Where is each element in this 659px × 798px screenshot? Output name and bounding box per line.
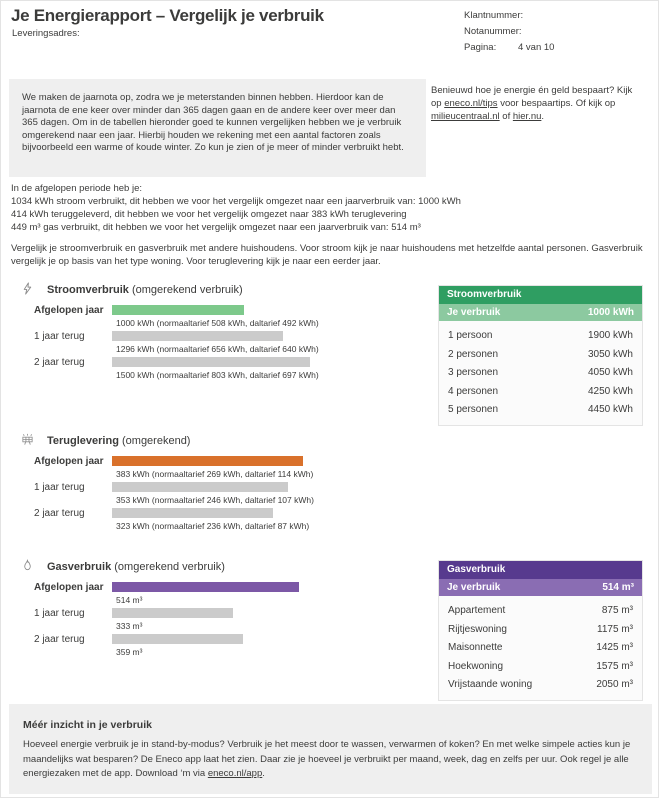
lightning-icon xyxy=(21,282,34,295)
bar-row-label: 1 jaar terug xyxy=(34,331,85,342)
table-row-value: 1900 kWh xyxy=(587,330,633,341)
table-body xyxy=(439,596,642,700)
footer-pre: Hoeveel energie verbruik je in stand-by-modus? Verbruik je het meest door te wassen, verwarmen of koken? En met welke simpele acties kun je maandelijks wat besparen? De Eneco app laat het zien. Daar zie je hoeveel je verbruikt per maand, week, dag en zelfs per uur. Ook regel je alle energiezaken met de app. Download ‘m via xyxy=(23,739,631,779)
table-row-value: 1575 m³ xyxy=(596,660,633,672)
bar xyxy=(112,508,273,518)
table-row xyxy=(439,346,642,365)
section-stroom xyxy=(21,282,431,382)
section-heading xyxy=(21,282,431,297)
meta-label: Pagina: xyxy=(464,42,497,53)
bar-value-label: 1000 kWh (normaaltarief 508 kWh, daltarief 492 kWh) xyxy=(116,318,319,328)
bar-value-label: 353 kWh (normaaltarief 246 kWh, daltarief 107 kWh) xyxy=(116,495,314,505)
bar xyxy=(112,582,299,592)
flame-icon xyxy=(21,559,34,572)
section-heading xyxy=(21,433,431,448)
meta-value: 4 van 10 xyxy=(518,42,555,53)
footer-text xyxy=(23,738,638,782)
page-title: Je Energierapport – Vergelijk je verbruik xyxy=(11,6,324,25)
bar xyxy=(112,357,310,367)
meta-row xyxy=(464,8,554,24)
period-intro: In de afgelopen periode heb je: xyxy=(11,183,142,194)
table-row-value: 4050 kWh xyxy=(587,367,633,378)
bar xyxy=(112,634,243,644)
delivery-address-label: Leveringsadres: xyxy=(12,28,80,39)
intro-text: We maken de jaarnota op, zodra we je meterstanden binnen hebben. Hierdoor kan de jaarnota de ene keer over minder dan 365 dagen gaan en de andere keer over meer dan 365 dagen. Om in de tabellen hieronder goed te kunnen vergelijken hebben we je verbruik omgerekend naar een jaar. Hierbij houden we rekening met een aantal factoren zoals bijvoorbeeld een warme of koude winter. Zo kun je zien of je meer of minder verbruikt hebt. xyxy=(22,92,404,154)
meta-label: Notanummer: xyxy=(464,26,522,37)
bar-row-label: 1 jaar terug xyxy=(34,608,85,619)
period-lines xyxy=(11,195,656,234)
section-title: Teruglevering xyxy=(47,435,119,447)
bar xyxy=(112,331,283,341)
bar-rows xyxy=(21,581,431,659)
bar-value-label: 1500 kWh (normaaltarief 803 kWh, daltarief 697 kWh) xyxy=(116,370,319,380)
bar-row-label: 2 jaar terug xyxy=(34,357,85,368)
period-line: 1034 kWh stroom verbruikt, dit hebben we voor het vergelijk omgezet naar een jaarverbruik van: 1000 kWh xyxy=(11,196,461,207)
intro-box xyxy=(9,79,426,177)
table-you-label: Je verbruik xyxy=(447,582,501,593)
table-you-value: 1000 kWh xyxy=(587,307,634,318)
section-heading xyxy=(21,559,431,574)
bar-value-label: 323 kWh (normaaltarief 236 kWh, daltarief 87 kWh) xyxy=(116,521,310,531)
bar-row xyxy=(21,330,431,356)
bar-row-label: Afgelopen jaar xyxy=(34,582,104,593)
period-line: 449 m³ gas verbruikt, dit hebben we voor het vergelijk omgezet naar een jaarverbruik van: 514 m³ xyxy=(11,222,421,233)
table-header: Stroomverbruik xyxy=(439,286,642,304)
table-row xyxy=(439,639,642,658)
link-hiernu[interactable]: hier.nu xyxy=(512,111,542,122)
bar-row xyxy=(21,581,431,607)
section-subtitle: (omgerekend verbruik) xyxy=(111,561,225,573)
tips-pre: Benieuwd hoe je energie én geld bespaart? Kijk op xyxy=(431,85,633,109)
tips-mid2: of xyxy=(499,111,513,122)
table-row xyxy=(439,621,642,640)
table-row xyxy=(439,364,642,383)
meta-label: Klantnummer: xyxy=(464,10,524,21)
bar-row xyxy=(21,633,431,659)
table-you-label: Je verbruik xyxy=(447,307,501,318)
table-row-value: 2050 m³ xyxy=(596,679,633,690)
table-row-label: Maisonnette xyxy=(448,642,503,653)
meta-row xyxy=(464,40,554,56)
table-body xyxy=(439,321,642,425)
section-subtitle: (omgerekend) xyxy=(118,435,191,447)
table-row-value: 3050 kWh xyxy=(587,348,633,360)
table-you-value: 514 m³ xyxy=(602,582,634,593)
bar-row xyxy=(21,304,431,330)
section-title: Stroomverbruik xyxy=(47,284,129,296)
period-summary xyxy=(11,182,656,268)
tips-post: . xyxy=(541,111,545,122)
bar-row xyxy=(21,607,431,633)
table-row-label: 4 personen xyxy=(448,385,499,397)
compare-text: Vergelijk je stroomverbruik en gasverbruik met andere huishoudens. Voor stroom kijk je naar huishoudens met hetzelfde aantal personen. Gasverbruik vergelijk je op basis van het type woning. Voor teruglevering kijk je naar een eerder jaar. xyxy=(11,243,643,267)
table-row-value: 875 m³ xyxy=(601,605,633,616)
bar-value-label: 514 m³ xyxy=(116,595,143,605)
bar-row xyxy=(21,356,431,382)
table-row-label: Vrijstaande woning xyxy=(448,679,533,690)
table-row xyxy=(439,676,642,695)
bar-row-label: Afgelopen jaar xyxy=(34,305,104,316)
bar-row-label: 1 jaar terug xyxy=(34,482,85,493)
table-row-value: 4250 kWh xyxy=(587,385,633,397)
tips-text xyxy=(431,84,645,123)
table-row-label: 2 personen xyxy=(448,348,499,360)
bar-row xyxy=(21,481,431,507)
table-row xyxy=(439,327,642,346)
bar-row-label: Afgelopen jaar xyxy=(34,456,104,467)
bar xyxy=(112,482,288,492)
bar-value-label: 359 m³ xyxy=(116,647,143,657)
report-meta xyxy=(464,8,554,56)
table-row-label: Rijtjeswoning xyxy=(448,623,507,635)
table-subheader xyxy=(439,304,642,321)
section-teruglevering xyxy=(21,433,431,533)
meta-row xyxy=(464,24,554,40)
table-row-label: Appartement xyxy=(448,605,506,616)
bar-rows xyxy=(21,455,431,533)
table-row-value: 1175 m³ xyxy=(597,623,633,635)
table-subheader xyxy=(439,579,642,596)
section-title: Gasverbruik xyxy=(47,561,112,573)
table-row xyxy=(439,401,642,420)
bar-rows xyxy=(21,304,431,382)
bar-row xyxy=(21,455,431,481)
table-row-label: 1 persoon xyxy=(448,330,493,341)
table-stroom xyxy=(438,285,643,426)
table-row-value: 1425 m³ xyxy=(596,642,633,653)
footer-post: . xyxy=(262,768,265,779)
footer-box xyxy=(9,704,652,794)
period-line: 414 kWh teruggeleverd, dit hebben we voor het vergelijk omgezet naar 383 kWh teruglevering xyxy=(11,209,407,220)
link-eneco-tips[interactable]: eneco.nl/tips xyxy=(444,98,498,109)
link-eneco-app[interactable]: eneco.nl/app xyxy=(207,768,263,779)
table-gas xyxy=(438,560,643,701)
bar-row-label: 2 jaar terug xyxy=(34,508,85,519)
footer-title: Méér inzicht in je verbruik xyxy=(23,719,152,731)
solar-panel-icon xyxy=(21,433,34,446)
table-row-label: 3 personen xyxy=(448,367,499,378)
bar-value-label: 1296 kWh (normaaltarief 656 kWh, daltarief 640 kWh) xyxy=(116,344,319,354)
section-subtitle: (omgerekend verbruik) xyxy=(128,284,243,296)
bar xyxy=(112,608,233,618)
table-header: Gasverbruik xyxy=(439,561,642,579)
bar-row-label: 2 jaar terug xyxy=(34,634,85,645)
section-gas xyxy=(21,559,431,659)
bar-row xyxy=(21,507,431,533)
table-row xyxy=(439,383,642,402)
bar-value-label: 333 m³ xyxy=(116,621,143,631)
link-milieucentraal[interactable]: milieucentraal.nl xyxy=(431,111,500,122)
bar-value-label: 383 kWh (normaaltarief 269 kWh, daltarief 114 kWh) xyxy=(116,469,314,479)
table-row-label: 5 personen xyxy=(448,404,499,415)
table-row xyxy=(439,602,642,621)
bar xyxy=(112,456,303,466)
table-row-label: Hoekwoning xyxy=(448,660,504,672)
table-row xyxy=(439,658,642,677)
tips-mid1: voor bespaartips. Of kijk op xyxy=(497,98,616,109)
table-row-value: 4450 kWh xyxy=(587,404,633,415)
bar xyxy=(112,305,244,315)
